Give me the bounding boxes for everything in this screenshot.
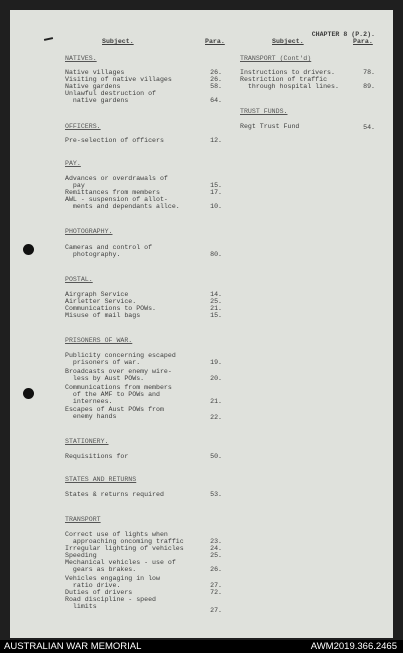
entry-para: 12. (210, 137, 222, 144)
entry-text: Native gardens (65, 83, 121, 90)
pen-mark (44, 37, 53, 41)
entry-text: Instructions to drivers. (240, 69, 335, 76)
subject-header-right: Subject. (272, 38, 304, 45)
section-title: PAY. (65, 160, 81, 167)
entry-text: Airletter Service. (65, 298, 137, 305)
entry-para: 25. (210, 298, 222, 305)
entry-text: Pre-selection of officers (65, 137, 164, 144)
section-title: TRUST FUNDS. (240, 108, 288, 115)
entry-para: 19. (210, 359, 222, 366)
section-title: PRISONERS OF WAR. (65, 337, 133, 344)
entry-para: 80. (210, 251, 222, 258)
entry-text: Cameras and control of photography. (65, 244, 153, 259)
entry-text: Native villages (65, 69, 125, 76)
entry-text: Mechanical vehicles - use of gears as brakes. (65, 559, 176, 574)
entry-text: Misuse of mail bags (65, 312, 141, 319)
entry-text: Visiting of native villages (65, 76, 172, 83)
entry-text: Communications from members of the AMF to POWs and internees. (65, 384, 172, 406)
section-title: TRANSPORT (Cont'd) (240, 55, 312, 62)
entry-para: 26. (210, 69, 222, 76)
punch-hole (23, 388, 34, 399)
entry-para: 21. (210, 398, 222, 405)
entry-para: 26. (210, 566, 222, 573)
section-title: NATIVES. (65, 55, 97, 62)
entry-para: 72. (210, 589, 222, 596)
entry-para: 26. (210, 76, 222, 83)
entry-text: Vehicles engaging in low ratio drive. (65, 575, 160, 590)
footer-bar (0, 640, 403, 653)
entry-text: Broadcasts over enemy wire- less by Aust POWs. (65, 368, 172, 383)
entry-para: 53. (210, 491, 222, 498)
section-title: POSTAL. (65, 276, 93, 283)
entry-text: Duties of drivers (65, 589, 133, 596)
entry-para: 22. (210, 414, 222, 421)
entry-text: AWL - suspension of allot- ments and dependants allce. (65, 196, 180, 211)
entry-para: 21. (210, 305, 222, 312)
footer-source: AUSTRALIAN WAR MEMORIAL (4, 641, 142, 652)
entry-para: 50. (210, 453, 222, 460)
entry-para: 20. (210, 375, 222, 382)
entry-para: 15. (210, 312, 222, 319)
entry-para: 89. (363, 83, 375, 90)
entry-text: Communications to POWs. (65, 305, 157, 312)
entry-para: 27. (210, 582, 222, 589)
para-header-left: Para. (205, 38, 225, 45)
entry-text: Road discipline - speed limits (65, 596, 157, 611)
entry-text: Publicity concerning escaped prisoners of war. (65, 352, 176, 367)
entry-para: 27. (210, 607, 222, 614)
entry-para: 64. (210, 97, 222, 104)
entry-text: Irregular lighting of vehicles (65, 545, 184, 552)
section-title: TRANSPORT (65, 516, 101, 523)
entry-para: 15. (210, 182, 222, 189)
entry-para: 23. (210, 538, 222, 545)
section-title: PHOTOGRAPHY. (65, 228, 113, 235)
subject-header-left: Subject. (102, 38, 134, 45)
entry-text: Remittances from members (65, 189, 160, 196)
entry-para: 10. (210, 203, 222, 210)
entry-text: Correct use of lights when approaching oncoming traffic (65, 531, 184, 546)
document-page (10, 10, 393, 638)
entry-para: 25. (210, 552, 222, 559)
entry-para: 54. (363, 124, 375, 131)
punch-hole (23, 244, 34, 255)
entry-text: Airgraph Service (65, 291, 129, 298)
section-title: STATES AND RETURNS (65, 476, 137, 483)
entry-para: 14. (210, 291, 222, 298)
entry-text: States & returns required (65, 491, 164, 498)
section-title: OFFICERS. (65, 123, 101, 130)
para-header-right: Para. (353, 38, 373, 45)
entry-text: Speeding (65, 552, 97, 559)
entry-text: Escapes of Aust POWs from enemy hands (65, 406, 164, 421)
section-title: STATIONERY. (65, 438, 109, 445)
entry-para: 24. (210, 545, 222, 552)
footer-catalog-id: AWM2019.366.2465 (310, 641, 397, 652)
entry-text: Advances or overdrawals of pay (65, 175, 168, 190)
entry-text: Requisitions for (65, 453, 129, 460)
entry-text: Regt Trust Fund (240, 123, 300, 130)
entry-para: 78. (363, 69, 375, 76)
entry-text: Unlawful destruction of native gardens (65, 90, 157, 105)
entry-text: Restriction of traffic through hospital lines. (240, 76, 339, 91)
chapter-heading: CHAPTER 8 (P.2). (311, 31, 375, 38)
entry-para: 58. (210, 83, 222, 90)
entry-para: 17. (210, 189, 222, 196)
